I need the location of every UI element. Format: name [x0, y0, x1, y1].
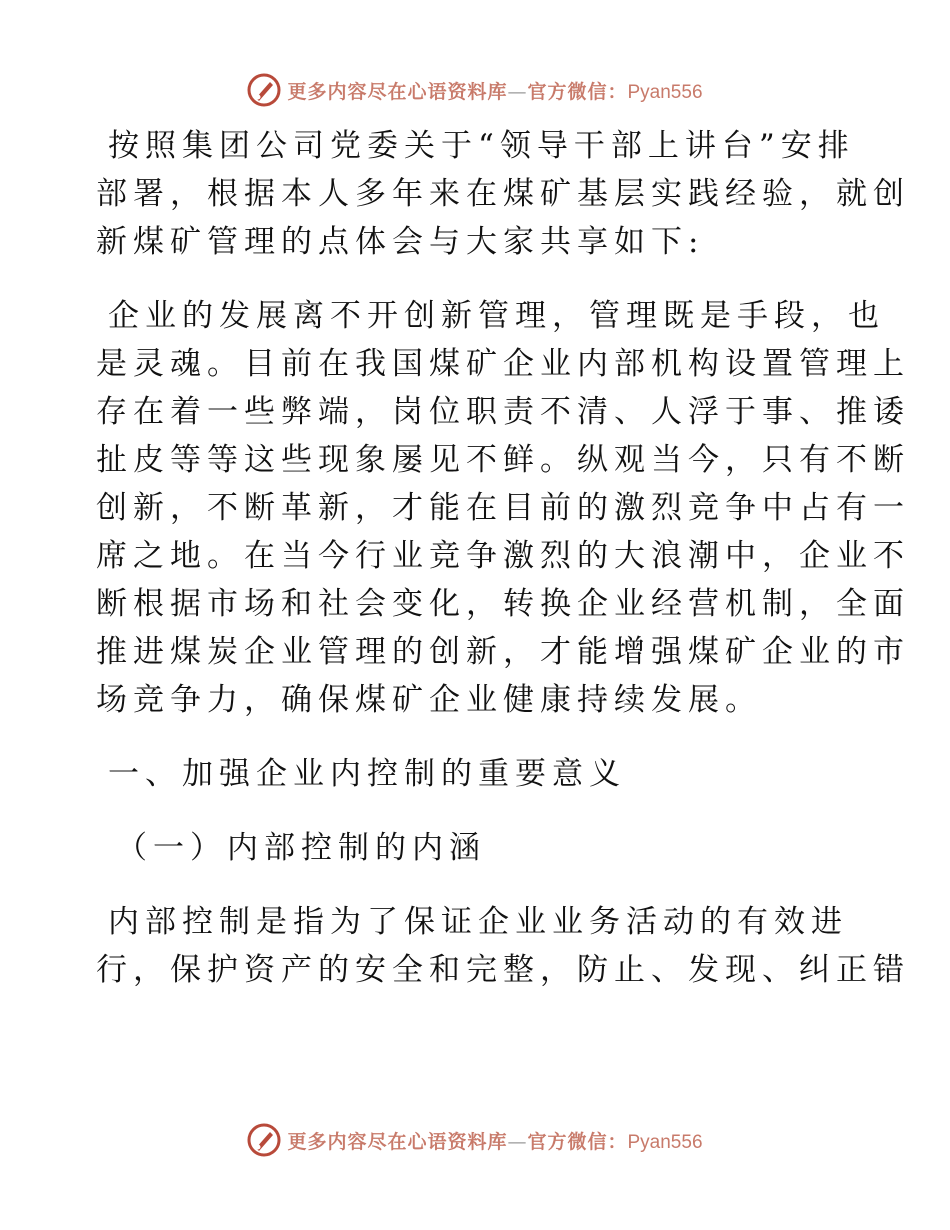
pen-logo-icon	[247, 73, 281, 107]
header-watermark	[0, 70, 950, 110]
text-line: 席之地。在当今行业竞争激烈的大浪潮中，企业不	[96, 538, 910, 574]
watermark-contact-id: Pyan556	[627, 81, 703, 103]
pen-logo-icon	[247, 1123, 281, 1157]
text-line: 创新，不断革新，才能在目前的激烈竞争中占有一	[96, 490, 910, 526]
watermark-main: 更多内容尽在心语资料库	[287, 80, 508, 103]
paragraph-background	[96, 292, 910, 724]
text-line: 行，保护资产的安全和完整，防止、发现、纠正错	[96, 952, 910, 988]
text-line: 场竞争力，确保煤矿企业健康持续发展。	[96, 682, 762, 718]
watermark-text	[287, 77, 702, 104]
text-line: 新煤矿管理的点体会与大家共享如下:	[96, 224, 705, 260]
text-line: 企业的发展离不开创新管理，管理既是手段，也	[108, 298, 885, 334]
text-line: 是灵魂。目前在我国煤矿企业内部机构设置管理上	[96, 346, 910, 382]
watermark-separator: —	[507, 1130, 528, 1153]
text-line: （一）内部控制的内涵	[116, 830, 486, 866]
footer-watermark	[0, 1120, 950, 1160]
watermark-main: 更多内容尽在心语资料库	[287, 1130, 508, 1153]
section-heading-1	[96, 750, 856, 798]
document-body	[96, 122, 910, 1020]
text-line: 存在着一些弊端，岗位职责不清、人浮于事、推诿	[96, 394, 910, 430]
text-line: 推进煤炭企业管理的创新，才能增强煤矿企业的市	[96, 634, 910, 670]
watermark-contact-label: 官方微信：	[527, 1130, 628, 1153]
watermark-text	[287, 1127, 702, 1154]
watermark-contact-label: 官方微信：	[527, 80, 628, 103]
watermark-separator: —	[507, 80, 528, 103]
text-line: 断根据市场和社会变化，转换企业经营机制，全面	[96, 586, 910, 622]
text-line: 部署，根据本人多年来在煤矿基层实践经验，就创	[96, 176, 910, 212]
text-line: 内部控制是指为了保证企业业务活动的有效进	[108, 904, 848, 940]
subsection-heading-1	[96, 824, 856, 872]
text-line: 一、加强企业内控制的重要意义	[108, 756, 626, 792]
paragraph-definition	[96, 898, 910, 994]
paragraph-intro	[96, 122, 910, 266]
watermark-contact-id: Pyan556	[627, 1131, 703, 1153]
text-line: 扯皮等等这些现象屡见不鲜。纵观当今，只有不断	[96, 442, 910, 478]
text-line: 按照集团公司党委关于“领导干部上讲台”安排	[108, 128, 855, 164]
